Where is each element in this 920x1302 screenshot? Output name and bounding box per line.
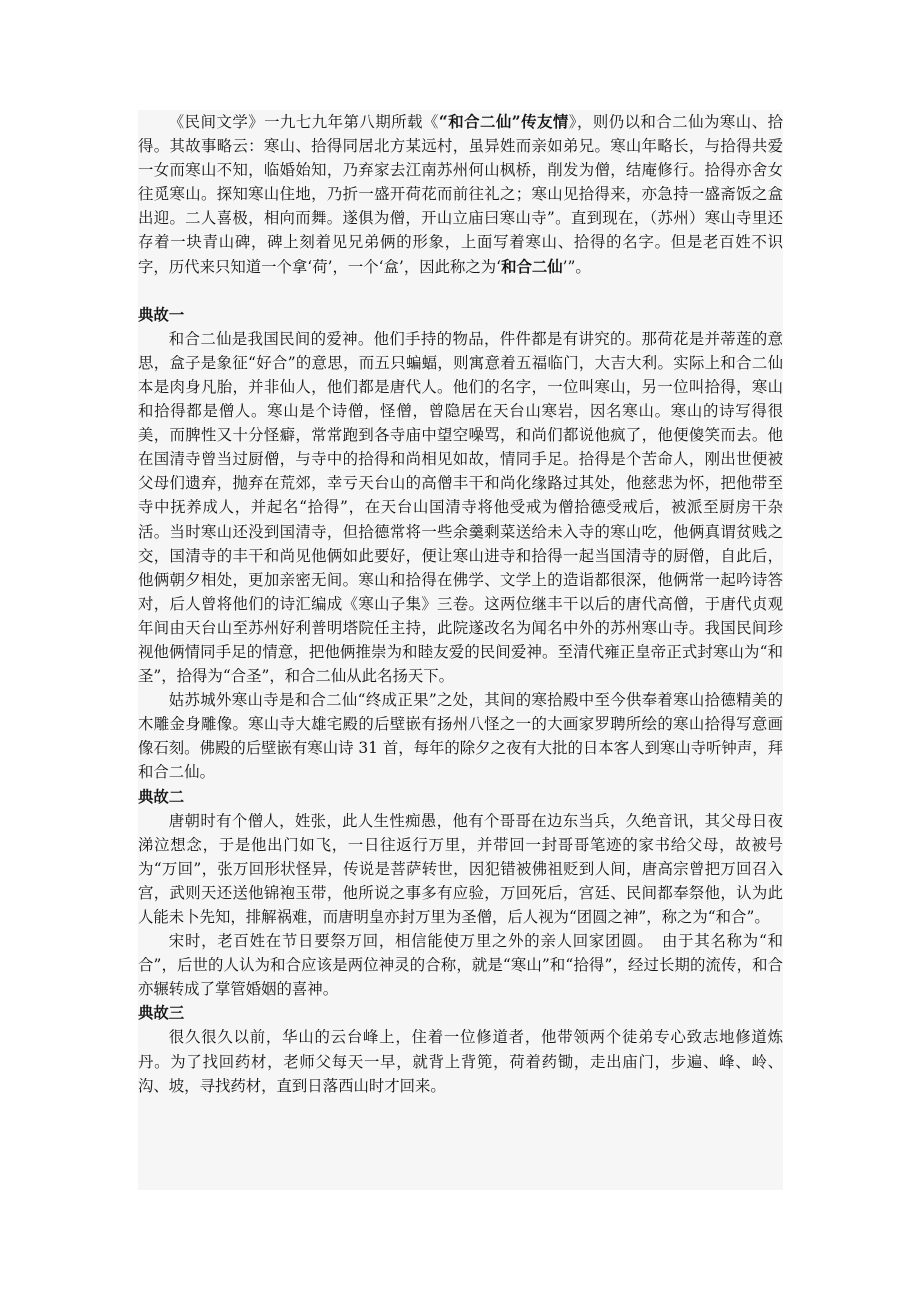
intro-bold-name: 和合二仙	[501, 257, 563, 276]
section2-paragraph-1: 唐朝时有个僧人，姓张，此人生性痴愚，他有个哥哥在边东当兵，久绝音讯，其父母日夜涕泣想念，于是他出门如飞，一日往返行万里，并带回一封哥哥笔迹的家书给父母，故被号为“万回”，张万回形状怪异，传说是菩萨转世，因犯错被佛祖贬到人间，唐高宗曾把万回召入宫，武则天还送他锦袍玉带，他所说之事多有应验，万回死后，宫廷、民间都奉祭他，认为此人能未卜先知，排解祸难，而唐明皇亦封万里为圣僧，后人视为“团圆之神”，称之为“和合”。	[138, 811, 783, 926]
intro-text-3: ’”。	[562, 257, 591, 276]
section1-paragraph-1: 和合二仙是我国民间的爱神。他们手持的物品，件件都是有讲究的。那荷花是并蒂莲的意思，盒子是象征“好合”的意思，而五只蝙蝠，则寓意着五福临门，大吉大利。实际上和合二仙本是肉身凡胎，并非仙人，他们都是唐代人。他们的名字，一位叫寒山，另一位叫拾得，寒山和拾得都是僧人。寒山是个诗僧，怪僧，曾隐居在天台山寒岩，因名寒山。寒山的诗写得很美，而脾性又十分怪癖，常常跑到各寺庙中望空噪骂，和尚们都说他疯了，他便傻笑而去。他在国清寺曾当过厨僧，与寺中的拾得和尚相见如故，情同手足。拾得是个苦命人，刚出世便被父母们遗弃，抛弃在荒郊，幸亏天台山的高僧丰干和尚化缘路过其处，他慈悲为怀，把他带至寺中抚养成人，并起名“拾得”，在天台山国清寺将他受戒为僧拾德受戒后，被派至厨房干杂活。当时寒山还没到国清寺，但拾德常将一些余羹剩菜送给未入寺的寒山吃，他俩真谓贫贱之交，国清寺的丰干和尚见他俩如此要好，便让寒山进寺和拾得一起当国清寺的厨僧，自此后，他俩朝夕相处，更加亲密无间。寒山和拾得在佛学、文学上的造诣都很深，他俩常一起吟诗答对，后人曾将他们的诗汇编成《寒山子集》三卷。这两位继丰干以后的唐代高僧，于唐代贞观年间由天台山至苏州好利普明塔院任主持，此院遂改名为闻名中外的苏州寒山寺。我国民间珍视他俩情同手足的情意，把他俩推崇为和睦友爱的民间爱神。至清代雍正皇帝正式封寒山为“和圣”，拾得为“合圣”，和合二仙从此名扬天下。	[138, 329, 783, 686]
intro-text-1: 《民间文学》一九七九年第八期所载《	[168, 113, 439, 131]
section3-paragraph-1: 很久很久以前，华山的云台峰上，住着一位修道者，他带领两个徒弟专心致志地修道炼丹。为了找回药材，老师父每天一早，就背上背篼，荷着药锄，走出庙门，步遍、峰、岭、沟、坡，寻找药材，直到日落西山时才回来。	[138, 1028, 783, 1095]
intro-paragraph	[138, 110, 783, 279]
section3-heading: 典故三	[138, 1004, 185, 1023]
section2-paragraph-2: 宋时，老百姓在节日要祭万回，相信能使万里之外的亲人回家团圆。 由于其名称为“和合”，后世的人认为和合应该是两位神灵的合称，就是“寒山”和“拾得”，经过长期的流传，和合亦辗转成了掌管婚姻的喜神。	[138, 932, 783, 999]
section2-heading: 典故二	[138, 787, 185, 806]
section1-paragraph-2: 姑苏城外寒山寺是和合二仙“终成正果”之处，其间的寒拾殿中至今供奉着寒山拾德精美的木雕金身雕像。寒山寺大雄宅殿的后壁嵌有扬州八怪之一的大画家罗聘所绘的寒山拾得写意画像石刻。佛殿的后壁嵌有寒山诗 31 首，每年的除夕之夜有大批的日本客人到寒山寺听钟声，拜和合二仙。	[138, 691, 783, 782]
intro-text-2: 》，则仍以和合二仙为寒山、拾得。其故事略云：寒山、拾得同居北方某远村，虽异姓而亲如弟兄。寒山年略长，与拾得共爱一女而寒山不知，临婚始知，乃弃家去江南苏州何山枫桥，削发为僧，结庵修行。拾得亦舍女往觅寒山。探知寒山住地，乃折一盛开荷花而前往礼之；寒山见拾得来，亦急持一盛斋饭之盒出迎。二人喜极，相向而舞。遂俱为僧，开山立庙曰寒山寺”。直到现在，（苏州）寒山寺里还存着一块青山碑，碑上刻着见兄弟俩的形象，上面写着寒山、拾得的名字。但是老百姓不识字，历代来只知道一个拿‘荷’，一个‘盒’，因此称之为‘	[138, 113, 783, 276]
document-page	[138, 110, 783, 1190]
intro-bold-title: “和合二仙”传友情	[438, 113, 569, 131]
section1-heading: 典故一	[138, 305, 185, 324]
